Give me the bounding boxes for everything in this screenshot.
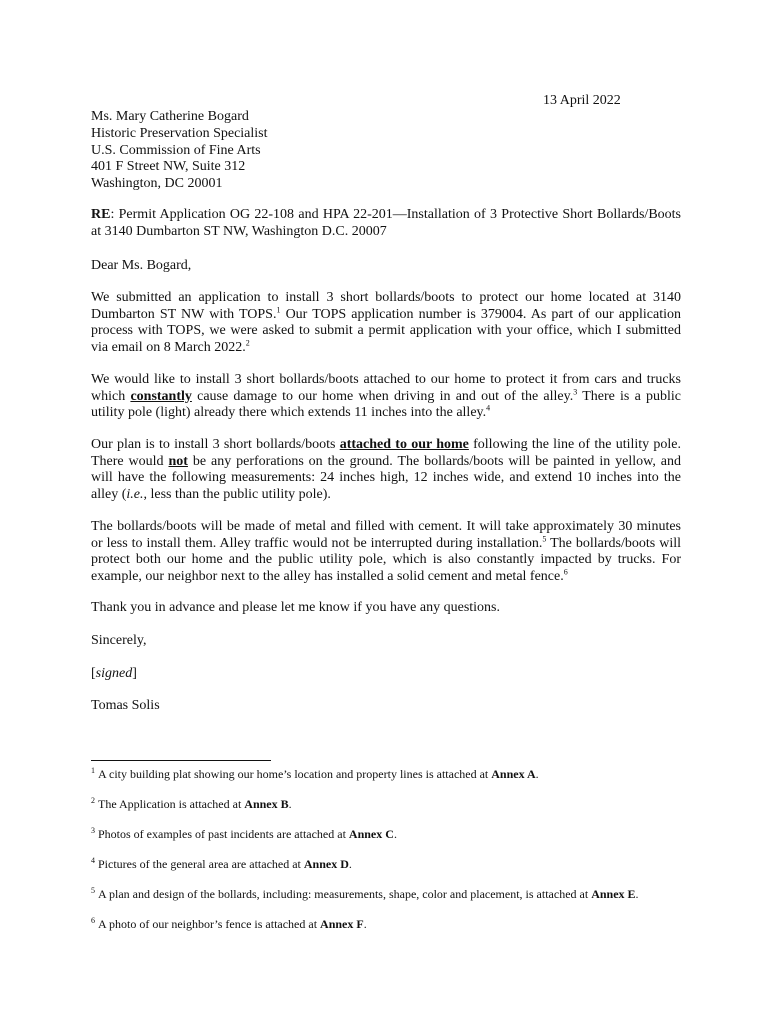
p3-text-a: Our plan is to install 3 short bollards/boots [91,437,340,452]
p4-text-a: The bollards/boots will be made of metal and filled with cement. It will take approximately 30 minutes or less to install them. Alley traffic would not be interrupted during installation. [91,519,681,551]
p2-text-a: We would like to install 3 short bollards/boots attached to our home to protect it from cars and trucks which [91,372,681,404]
footnote-annex: Annex A [491,767,536,781]
footnote-text: Pictures of the general area are attached at [98,857,304,871]
footnote-2: $^2$ The Application is attached at Annex B. [91,796,292,811]
p1-text-a: We submitted an application to install 3 short bollards/boots to protect our home located at 3140 Dumbarton ST NW with TOPS. [91,290,681,322]
footnote-annex: Annex E [591,887,636,901]
closing: Sincerely, [91,633,147,648]
footnote-ref-3: 3 [573,386,578,396]
footnote-annex: Annex C [348,827,394,841]
footnote-mark: 6 [91,916,95,925]
recipient-organization: U.S. Commission of Fine Arts [91,142,261,158]
p3-text-b: following the line of the utility pole. There would [91,437,682,469]
salutation: Dear Ms. Bogard, [91,258,192,273]
recipient-address [91,109,268,193]
footnote-separator [91,760,271,761]
ie-abbrev: i.e. [126,486,144,502]
p3-text-c: be any perforations on the ground. The bollards/boots will be painted in yellow, and will have the following measurements: 24 inches high, 12 inches wide, and extend 10 inches into the alley ( [91,453,681,502]
signature-placeholder: [signed] [91,666,137,681]
footnote-ref-4: 4 [486,403,491,413]
footnote-annex: Annex B [244,797,289,811]
paragraph-3 [91,437,681,503]
subject-text: : Permit Application OG 22-108 and HPA 22-201—Installation of 3 Protective Short Bollards/Boots at 3140 Dumbarton ST NW, Washington D.C. 20007 [91,207,681,239]
subject-label: RE [91,207,111,222]
signature-name: Tomas Solis [91,698,160,713]
footnote-ref-1: 1 [276,304,281,314]
p4-text-b: The bollards/boots will protect both our home and the public utility pole, which is also constantly impacted by trucks. For example, our neighbor next to the alley has installed a solid cement and metal fence. [91,535,682,584]
footnote-text: Photos of examples of past incidents are attached at [98,827,349,841]
paragraph-4 [91,519,681,585]
p2-text-c: There is a public utility pole (light) already there which extends 11 inches into the alley. [91,388,682,421]
signed-text: signed [95,666,133,681]
subject-line [91,207,681,240]
footnote-4: $^4$ Pictures of the general area are attached at Annex D. [91,856,352,871]
footnote-ref-5: 5 [542,533,547,543]
p1-text-b: Our TOPS application number is 379004. As part of our application process with TOPS, we were asked to submit a permit application with your office, which I submitted via email on 8 March 2022. [91,306,681,355]
footnote-text: A city building plat showing our home’s location and property lines is attached at [98,767,492,781]
footnote-1: $^1$ A city building plat showing our home’s location and property lines is attached at Annex A. [91,766,539,781]
footnote-text: A plan and design of the bollards, including: measurements, shape, color and placement, is attached at [98,887,592,901]
p2-text-b: cause damage to our home when driving in and out of the alley. [191,388,574,404]
recipient-title: Historic Preservation Specialist [91,125,268,141]
p3-text-d: , less than the public utility pole). [143,486,331,502]
paragraph-5: Thank you in advance and please let me know if you have any questions. [91,600,500,615]
footnote-text: The Application is attached at [98,797,245,811]
footnote-mark: 2 [91,796,95,805]
footnote-5: $^5$ A plan and design of the bollards, including: measurements, shape, color and placement, is attached at Annex E. [91,886,639,901]
emphasis-attached: attached to our home [339,437,469,452]
footnote-ref-6: 6 [563,567,568,577]
footnote-mark: 4 [91,856,95,865]
footnote-annex: Annex D [303,857,349,871]
footnote-annex: Annex F [320,917,364,931]
recipient-street: 401 F Street NW, Suite 312 [91,159,246,175]
paragraph-1 [91,290,681,356]
paragraph-2 [91,372,681,422]
emphasis-constantly: constantly [130,388,192,404]
footnote-3: $^3$ Photos of examples of past incidents are attached at Annex C. [91,826,397,841]
emphasis-not: not [168,453,188,469]
recipient-city: Washington, DC 20001 [91,176,223,192]
recipient-name: Ms. Mary Catherine Bogard [91,109,249,124]
footnote-6: $^6$ A photo of our neighbor’s fence is attached at Annex F. [91,916,367,931]
footnote-mark: 3 [91,826,95,835]
footnote-mark: 1 [91,766,95,775]
letter-date: 13 April 2022 [543,93,621,108]
footnote-ref-2: 2 [245,338,250,348]
footnote-mark: 5 [91,886,95,895]
footnote-text: A photo of our neighbor’s fence is attached at [98,917,321,931]
